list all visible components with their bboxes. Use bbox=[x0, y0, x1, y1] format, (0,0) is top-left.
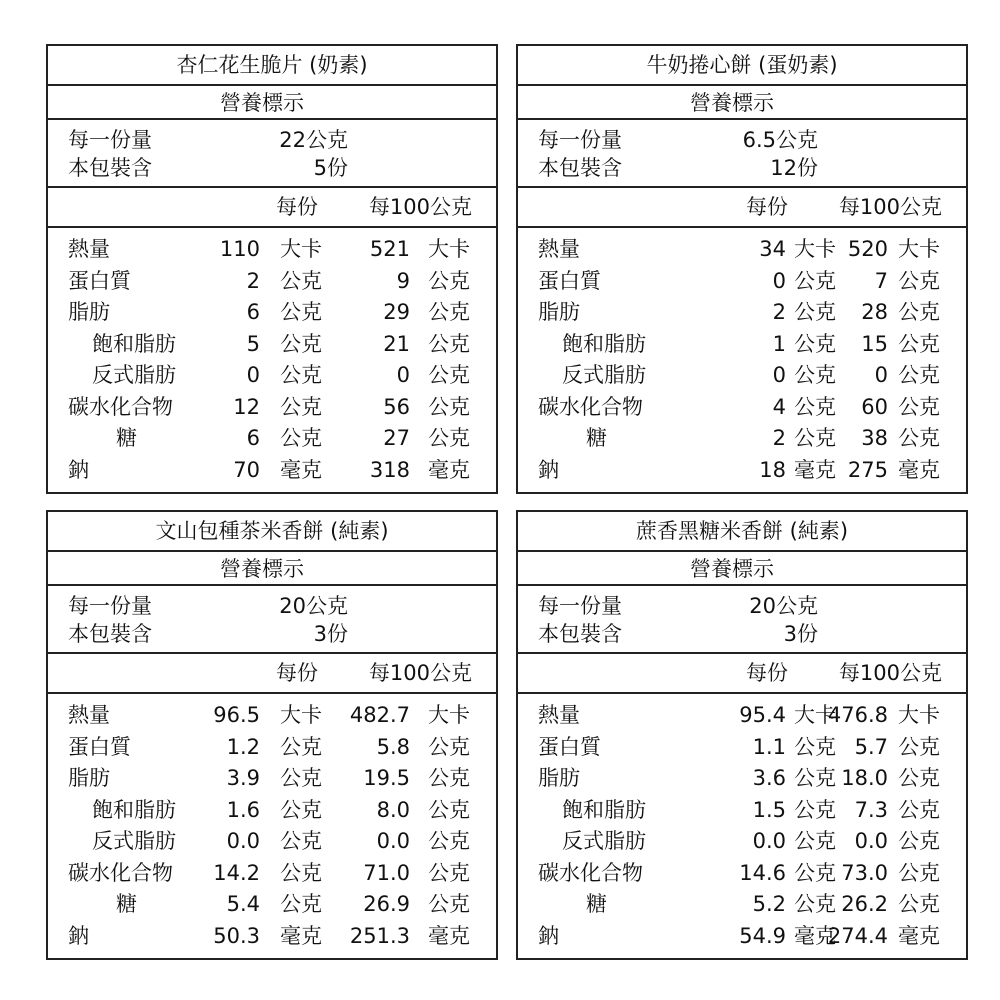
per-serving-value: 1 bbox=[772, 331, 786, 356]
nutrient-row bbox=[518, 234, 966, 265]
serving-size-value: 6.5公克 bbox=[742, 128, 818, 152]
nutrient-name: 熱量 bbox=[68, 703, 110, 727]
servings-per-package-value: 5份 bbox=[313, 156, 348, 180]
nutrient-name: 糖 bbox=[586, 426, 607, 450]
nutrient-name: 碳水化合物 bbox=[538, 860, 643, 885]
per-100g-value: 26.2 bbox=[841, 892, 888, 916]
per-100g-unit: 公克 bbox=[428, 331, 470, 356]
per-serving-value: 5.2 bbox=[752, 892, 786, 916]
per-serving-value: 3.9 bbox=[226, 766, 260, 790]
nutrient-name: 反式脂肪 bbox=[562, 829, 646, 853]
nutrient-name: 反式脂肪 bbox=[92, 363, 176, 387]
per-serving-value: 18 bbox=[759, 457, 786, 482]
per-serving-unit: 公克 bbox=[794, 892, 836, 916]
per-serving-value: 6 bbox=[246, 426, 260, 450]
per-100g-unit: 毫克 bbox=[898, 923, 940, 948]
per-100g-value: 476.8 bbox=[827, 703, 888, 727]
serving-info bbox=[518, 588, 966, 654]
per-serving-unit: 毫克 bbox=[280, 457, 322, 482]
column-header-row bbox=[518, 654, 966, 694]
per-100g-unit: 公克 bbox=[428, 860, 470, 885]
per-100g-unit: 公克 bbox=[428, 363, 470, 387]
nutrient-row bbox=[518, 700, 966, 731]
nutrient-name: 蛋白質 bbox=[68, 268, 131, 293]
nutrient-row bbox=[518, 266, 966, 297]
nutrient-row bbox=[518, 423, 966, 454]
per-serving-value: 1.2 bbox=[226, 734, 260, 759]
nutrient-name: 碳水化合物 bbox=[68, 394, 173, 419]
per-100g-value: 0.0 bbox=[376, 829, 410, 853]
nutrient-row bbox=[518, 921, 966, 952]
per-100g-value: 275 bbox=[847, 457, 888, 482]
column-header-row bbox=[48, 654, 496, 694]
per-serving-unit: 公克 bbox=[794, 797, 836, 822]
nutrient-row bbox=[48, 329, 496, 360]
nutrition-panel-wenshan-tea-rice-cake bbox=[46, 510, 498, 960]
per-100g-value: 9 bbox=[396, 268, 410, 293]
per-serving-value: 96.5 bbox=[213, 703, 260, 727]
column-per-serving: 每份 bbox=[276, 195, 318, 219]
per-100g-unit: 公克 bbox=[898, 300, 940, 324]
panel-title: 杏仁花生脆片 (奶素) bbox=[48, 46, 496, 86]
per-serving-unit: 公克 bbox=[794, 394, 836, 419]
per-serving-unit: 公克 bbox=[794, 426, 836, 450]
per-serving-value: 0 bbox=[772, 363, 786, 387]
per-serving-unit: 公克 bbox=[280, 766, 322, 790]
per-serving-value: 14.6 bbox=[739, 860, 786, 885]
per-100g-unit: 公克 bbox=[428, 268, 470, 293]
nutrient-name: 飽和脂肪 bbox=[92, 797, 176, 822]
per-100g-value: 5.8 bbox=[376, 734, 410, 759]
nutrient-row bbox=[518, 329, 966, 360]
per-100g-value: 15 bbox=[861, 331, 888, 356]
per-serving-unit: 公克 bbox=[794, 734, 836, 759]
per-100g-value: 0 bbox=[874, 363, 888, 387]
per-100g-value: 0 bbox=[396, 363, 410, 387]
per-serving-unit: 公克 bbox=[794, 268, 836, 293]
per-100g-unit: 公克 bbox=[898, 268, 940, 293]
per-serving-value: 0 bbox=[246, 363, 260, 387]
per-100g-value: 38 bbox=[861, 426, 888, 450]
nutrient-row bbox=[518, 858, 966, 889]
per-100g-value: 56 bbox=[383, 394, 410, 419]
per-100g-value: 520 bbox=[847, 237, 888, 261]
nutrient-row bbox=[48, 889, 496, 920]
column-per-100g: 每100公克 bbox=[368, 661, 472, 685]
per-100g-unit: 公克 bbox=[898, 829, 940, 853]
per-serving-unit: 大卡 bbox=[794, 237, 836, 261]
serving-size-label: 每一份量 bbox=[68, 594, 152, 618]
nutrient-row bbox=[518, 360, 966, 391]
per-serving-unit: 毫克 bbox=[794, 457, 836, 482]
nutrient-row bbox=[518, 889, 966, 920]
per-serving-value: 0.0 bbox=[226, 829, 260, 853]
per-100g-unit: 公克 bbox=[898, 331, 940, 356]
per-100g-unit: 公克 bbox=[898, 766, 940, 790]
per-100g-unit: 公克 bbox=[898, 363, 940, 387]
per-serving-unit: 公克 bbox=[280, 363, 322, 387]
nutrient-name: 鈉 bbox=[68, 457, 89, 482]
per-serving-unit: 公克 bbox=[280, 734, 322, 759]
nutrient-row bbox=[48, 826, 496, 857]
nutrient-row bbox=[518, 455, 966, 486]
nutrient-row bbox=[518, 795, 966, 826]
per-serving-value: 70 bbox=[233, 457, 260, 482]
nutrient-row bbox=[48, 795, 496, 826]
per-serving-unit: 公克 bbox=[794, 300, 836, 324]
panel-title: 牛奶捲心餅 (蛋奶素) bbox=[518, 46, 966, 86]
nutrient-name: 碳水化合物 bbox=[68, 860, 173, 885]
nutrient-row bbox=[518, 826, 966, 857]
nutrition-panel-milk-roll-biscuit bbox=[516, 44, 968, 494]
per-serving-value: 95.4 bbox=[739, 703, 786, 727]
panel-subtitle: 營養標示 bbox=[518, 86, 966, 120]
per-100g-value: 71.0 bbox=[363, 860, 410, 885]
column-header-row bbox=[518, 188, 966, 228]
nutrient-row bbox=[48, 360, 496, 391]
per-serving-value: 1.6 bbox=[226, 797, 260, 822]
serving-size-label: 每一份量 bbox=[68, 128, 152, 152]
per-100g-unit: 大卡 bbox=[898, 237, 940, 261]
per-100g-unit: 公克 bbox=[898, 394, 940, 419]
nutrient-name: 鈉 bbox=[538, 457, 559, 482]
panel-title: 文山包種茶米香餅 (純素) bbox=[48, 512, 496, 552]
per-100g-unit: 大卡 bbox=[428, 237, 470, 261]
nutrition-panel-almond-peanut-crisp bbox=[46, 44, 498, 494]
per-100g-value: 26.9 bbox=[363, 892, 410, 916]
per-100g-value: 19.5 bbox=[363, 766, 410, 790]
column-per-100g: 每100公克 bbox=[838, 195, 942, 219]
per-100g-unit: 大卡 bbox=[898, 703, 940, 727]
per-serving-value: 12 bbox=[233, 394, 260, 419]
per-serving-unit: 毫克 bbox=[280, 923, 322, 948]
nutrient-name: 飽和脂肪 bbox=[562, 797, 646, 822]
nutrient-row bbox=[48, 921, 496, 952]
servings-per-package-label: 本包裝含 bbox=[68, 156, 152, 180]
per-serving-unit: 公克 bbox=[280, 426, 322, 450]
servings-per-package-label: 本包裝含 bbox=[538, 622, 622, 646]
serving-size-label: 每一份量 bbox=[538, 594, 622, 618]
per-100g-value: 251.3 bbox=[349, 923, 410, 948]
per-100g-value: 7 bbox=[874, 268, 888, 293]
per-serving-value: 4 bbox=[772, 394, 786, 419]
nutrient-name: 脂肪 bbox=[538, 300, 580, 324]
per-100g-unit: 公克 bbox=[898, 860, 940, 885]
per-100g-value: 60 bbox=[861, 394, 888, 419]
serving-size-label: 每一份量 bbox=[538, 128, 622, 152]
per-serving-unit: 大卡 bbox=[280, 237, 322, 261]
per-100g-value: 5.7 bbox=[854, 734, 888, 759]
nutrient-name: 熱量 bbox=[538, 237, 580, 261]
per-100g-unit: 公克 bbox=[428, 797, 470, 822]
nutrient-row bbox=[518, 763, 966, 794]
per-100g-unit: 公克 bbox=[898, 734, 940, 759]
nutrition-panel-brown-sugar-rice-cake bbox=[516, 510, 968, 960]
nutrient-name: 蛋白質 bbox=[68, 734, 131, 759]
per-100g-unit: 公克 bbox=[428, 766, 470, 790]
serving-size-value: 22公克 bbox=[279, 128, 348, 152]
panel-subtitle: 營養標示 bbox=[48, 552, 496, 586]
per-serving-value: 2 bbox=[772, 300, 786, 324]
per-serving-unit: 大卡 bbox=[794, 703, 836, 727]
per-serving-unit: 毫克 bbox=[794, 923, 836, 948]
per-serving-value: 6 bbox=[246, 300, 260, 324]
per-serving-unit: 公克 bbox=[794, 829, 836, 853]
per-serving-unit: 公克 bbox=[280, 394, 322, 419]
per-serving-unit: 公克 bbox=[280, 331, 322, 356]
nutrient-name: 蛋白質 bbox=[538, 268, 601, 293]
servings-per-package-value: 3份 bbox=[313, 622, 348, 646]
per-100g-unit: 公克 bbox=[428, 734, 470, 759]
nutrient-row bbox=[48, 455, 496, 486]
per-serving-unit: 公克 bbox=[280, 829, 322, 853]
per-100g-value: 274.4 bbox=[827, 923, 888, 948]
nutrient-row bbox=[48, 423, 496, 454]
column-per-serving: 每份 bbox=[746, 661, 788, 685]
per-100g-unit: 公克 bbox=[898, 426, 940, 450]
per-100g-unit: 公克 bbox=[428, 829, 470, 853]
panel-subtitle: 營養標示 bbox=[48, 86, 496, 120]
per-100g-unit: 公克 bbox=[898, 892, 940, 916]
per-100g-value: 27 bbox=[383, 426, 410, 450]
per-serving-unit: 公克 bbox=[280, 892, 322, 916]
per-100g-unit: 毫克 bbox=[898, 457, 940, 482]
nutrient-name: 碳水化合物 bbox=[538, 394, 643, 419]
per-serving-value: 0.0 bbox=[752, 829, 786, 853]
nutrient-row bbox=[48, 858, 496, 889]
per-100g-value: 482.7 bbox=[349, 703, 410, 727]
per-serving-value: 2 bbox=[772, 426, 786, 450]
per-100g-value: 73.0 bbox=[841, 860, 888, 885]
per-100g-value: 21 bbox=[383, 331, 410, 356]
nutrient-row bbox=[48, 234, 496, 265]
nutrient-row bbox=[48, 392, 496, 423]
per-serving-unit: 公克 bbox=[794, 363, 836, 387]
per-serving-value: 1.5 bbox=[752, 797, 786, 822]
nutrient-name: 熱量 bbox=[538, 703, 580, 727]
nutrient-name: 反式脂肪 bbox=[92, 829, 176, 853]
servings-per-package-value: 3份 bbox=[783, 622, 818, 646]
per-serving-value: 54.9 bbox=[739, 923, 786, 948]
per-serving-value: 5 bbox=[246, 331, 260, 356]
nutrient-name: 脂肪 bbox=[68, 300, 110, 324]
per-100g-unit: 公克 bbox=[428, 394, 470, 419]
column-per-100g: 每100公克 bbox=[838, 661, 942, 685]
per-serving-value: 0 bbox=[772, 268, 786, 293]
nutrient-name: 鈉 bbox=[68, 923, 89, 948]
per-100g-value: 318 bbox=[369, 457, 410, 482]
column-per-100g: 每100公克 bbox=[368, 195, 472, 219]
nutrient-name: 糖 bbox=[116, 426, 137, 450]
nutrient-name: 飽和脂肪 bbox=[562, 331, 646, 356]
per-100g-unit: 公克 bbox=[898, 797, 940, 822]
nutrient-row bbox=[518, 392, 966, 423]
panel-subtitle: 營養標示 bbox=[518, 552, 966, 586]
per-serving-value: 110 bbox=[219, 237, 260, 261]
serving-info bbox=[48, 588, 496, 654]
serving-size-value: 20公克 bbox=[749, 594, 818, 618]
per-serving-unit: 公克 bbox=[280, 268, 322, 293]
panel-title: 蔗香黑糖米香餅 (純素) bbox=[518, 512, 966, 552]
per-100g-unit: 毫克 bbox=[428, 923, 470, 948]
per-serving-unit: 公克 bbox=[794, 860, 836, 885]
per-100g-value: 8.0 bbox=[376, 797, 410, 822]
per-serving-unit: 公克 bbox=[280, 797, 322, 822]
serving-size-value: 20公克 bbox=[279, 594, 348, 618]
nutrient-row bbox=[518, 732, 966, 763]
per-serving-unit: 公克 bbox=[280, 860, 322, 885]
servings-per-package-value: 12份 bbox=[770, 156, 818, 180]
per-serving-value: 50.3 bbox=[213, 923, 260, 948]
per-100g-unit: 公克 bbox=[428, 892, 470, 916]
per-100g-value: 521 bbox=[369, 237, 410, 261]
nutrient-row bbox=[48, 297, 496, 328]
servings-per-package-label: 本包裝含 bbox=[538, 156, 622, 180]
per-100g-unit: 公克 bbox=[428, 300, 470, 324]
nutrient-name: 脂肪 bbox=[538, 766, 580, 790]
per-serving-value: 1.1 bbox=[752, 734, 786, 759]
nutrient-name: 飽和脂肪 bbox=[92, 331, 176, 356]
per-serving-value: 5.4 bbox=[226, 892, 260, 916]
serving-info bbox=[48, 122, 496, 188]
nutrient-name: 糖 bbox=[586, 892, 607, 916]
per-100g-value: 29 bbox=[383, 300, 410, 324]
per-100g-value: 0.0 bbox=[854, 829, 888, 853]
per-100g-unit: 公克 bbox=[428, 426, 470, 450]
nutrient-name: 糖 bbox=[116, 892, 137, 916]
per-serving-unit: 公克 bbox=[794, 766, 836, 790]
per-serving-value: 34 bbox=[759, 237, 786, 261]
per-100g-value: 7.3 bbox=[854, 797, 888, 822]
servings-per-package-label: 本包裝含 bbox=[68, 622, 152, 646]
nutrient-name: 鈉 bbox=[538, 923, 559, 948]
per-serving-unit: 公克 bbox=[794, 331, 836, 356]
column-per-serving: 每份 bbox=[276, 661, 318, 685]
nutrient-name: 反式脂肪 bbox=[562, 363, 646, 387]
nutrient-row bbox=[48, 732, 496, 763]
nutrient-name: 熱量 bbox=[68, 237, 110, 261]
column-header-row bbox=[48, 188, 496, 228]
nutrient-row bbox=[48, 266, 496, 297]
nutrient-name: 蛋白質 bbox=[538, 734, 601, 759]
per-serving-unit: 大卡 bbox=[280, 703, 322, 727]
per-serving-value: 14.2 bbox=[213, 860, 260, 885]
per-100g-unit: 毫克 bbox=[428, 457, 470, 482]
per-serving-value: 3.6 bbox=[752, 766, 786, 790]
column-per-serving: 每份 bbox=[746, 195, 788, 219]
nutrient-row bbox=[48, 700, 496, 731]
nutrient-row bbox=[518, 297, 966, 328]
per-100g-value: 18.0 bbox=[841, 766, 888, 790]
per-100g-unit: 大卡 bbox=[428, 703, 470, 727]
nutrient-name: 脂肪 bbox=[68, 766, 110, 790]
per-100g-value: 28 bbox=[861, 300, 888, 324]
per-serving-value: 2 bbox=[246, 268, 260, 293]
serving-info bbox=[518, 122, 966, 188]
nutrient-row bbox=[48, 763, 496, 794]
per-serving-unit: 公克 bbox=[280, 300, 322, 324]
